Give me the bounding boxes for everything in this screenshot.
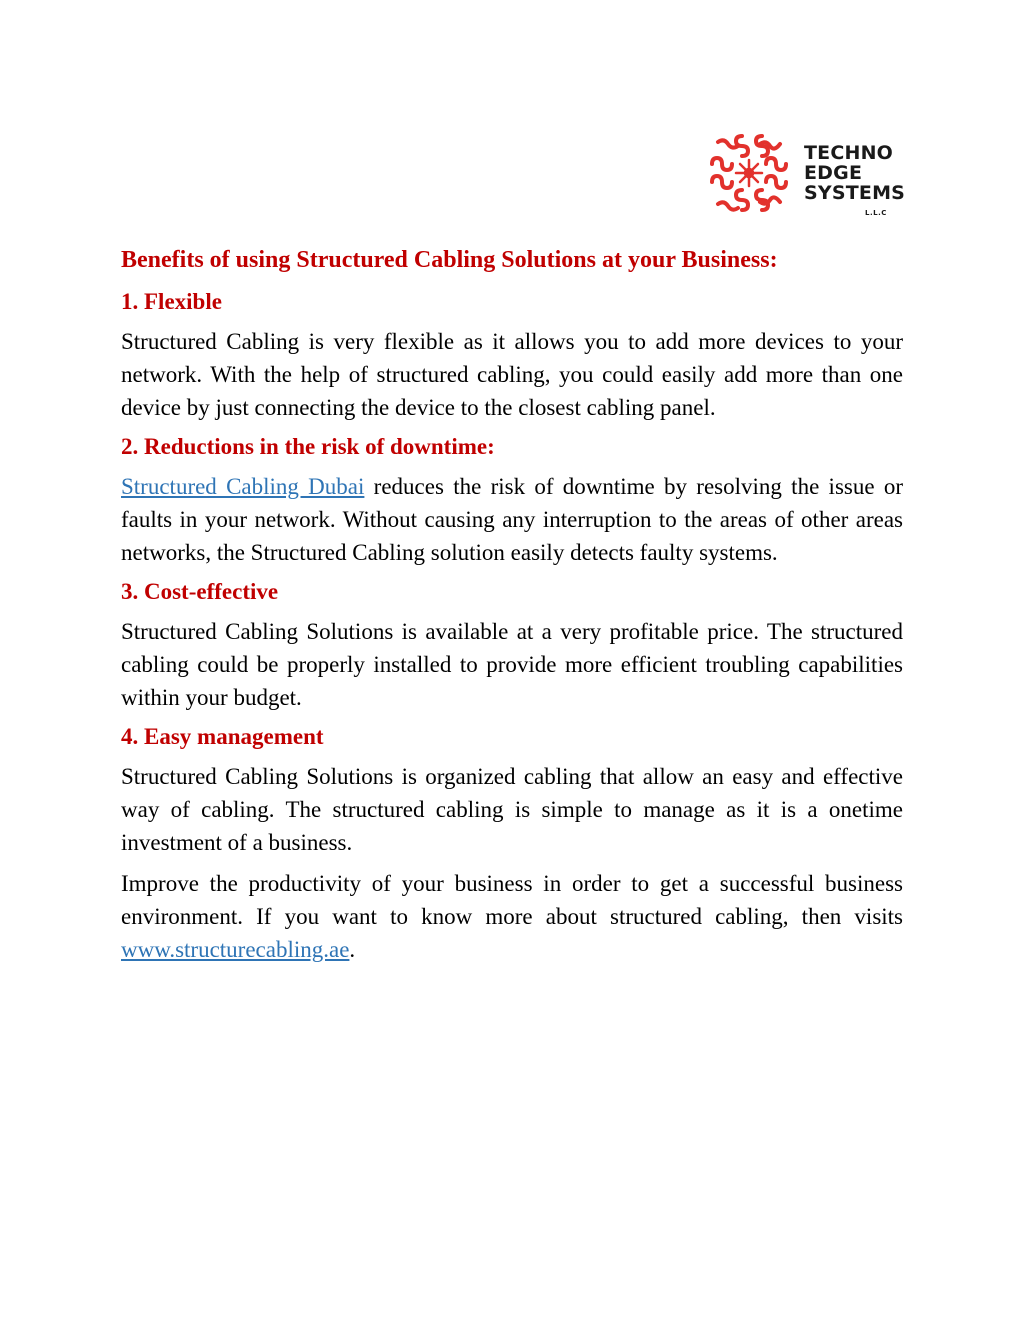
section-heading-flexible: 1. Flexible (121, 289, 222, 314)
section-body-cost-effective: Structured Cabling Solutions is available at a very profitable price. The structured cabling could be properly installed to provide more efficient troubling capabilities within your budget. (121, 619, 903, 710)
logo-wordmark (804, 143, 905, 203)
company-logo (706, 130, 906, 220)
section-heading-cost-effective: 3. Cost-effective (121, 579, 279, 604)
logo-suffix: L.L.C (865, 209, 887, 217)
website-link[interactable]: www.structurecabling.ae (121, 937, 350, 962)
closing-paragraph (121, 867, 903, 966)
logo-line-systems: SYSTEMS (804, 182, 906, 204)
section-heading-easy-management: 4. Easy management (121, 724, 324, 749)
section-body-downtime (121, 470, 903, 569)
techno-edge-swirl-logo-icon (706, 130, 792, 216)
section-heading-downtime: 2. Reductions in the risk of downtime: (121, 434, 495, 459)
logo-line-techno: TECHNO (804, 142, 894, 164)
section-body-flexible: Structured Cabling is very flexible as it allows you to add more devices to your network. With the help of structured cabling, you could easily add more than one device by just connecting the device to the closest cabling panel. (121, 329, 903, 420)
closing-period: . (349, 937, 356, 962)
section-body-easy-management: Structured Cabling Solutions is organized cabling that allow an easy and effective way of cabling. The structured cabling is simple to manage as it is a onetime investment of a business. (121, 764, 903, 855)
page-title: Benefits of using Structured Cabling Solutions at your Business: (121, 247, 778, 273)
document-body (121, 241, 903, 974)
section-body-downtime-text: reduces the risk of downtime by resolving the issue or faults in your network. Without causing any interruption to the areas of other areas networks, the Structured Cabling solution easily detects faulty systems. (121, 474, 903, 565)
closing-text: Improve the productivity of your business in order to get a successful business environment. If you want to know more about structured cabling, then visits (121, 871, 903, 929)
logo-line-edge: EDGE (804, 162, 863, 184)
structured-cabling-dubai-link[interactable]: Structured Cabling Dubai (121, 474, 365, 499)
